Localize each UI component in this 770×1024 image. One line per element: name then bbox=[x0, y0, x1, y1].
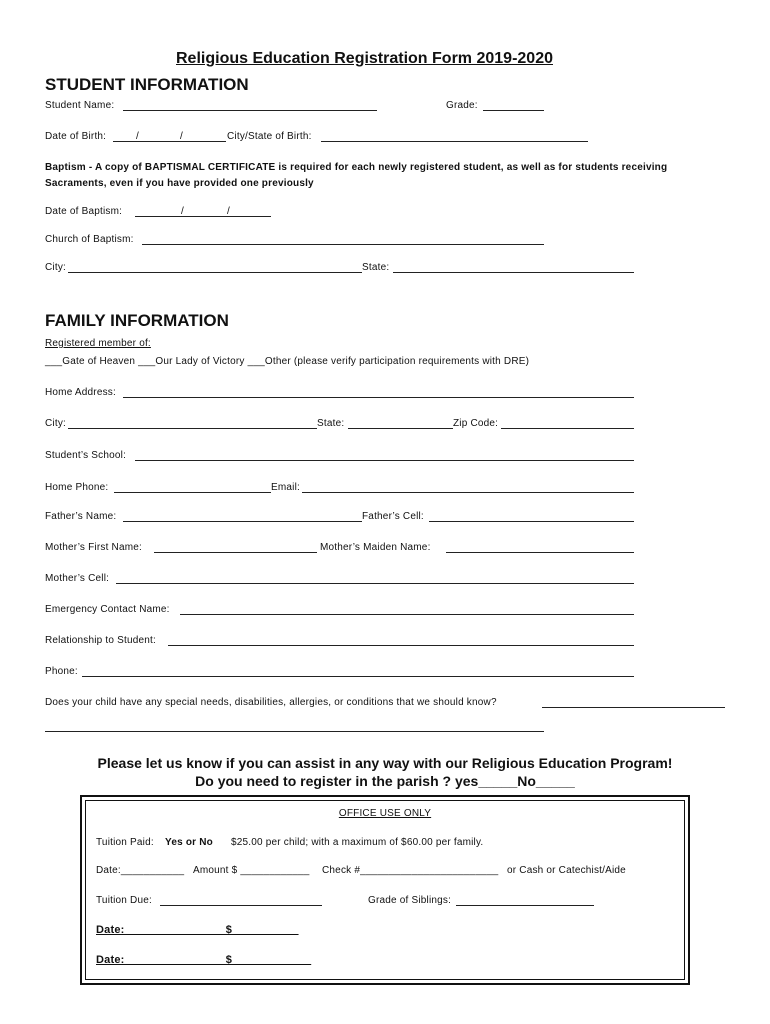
dob-field[interactable] bbox=[113, 141, 226, 142]
office-cash-option: or Cash or Catechist/Aide bbox=[507, 865, 626, 876]
tuition-due-label: Tuition Due: bbox=[96, 895, 152, 906]
baptism-date-label: Date of Baptism: bbox=[45, 206, 123, 217]
payment-date-2[interactable]: Date: _______________ $ ____________ bbox=[96, 954, 312, 966]
school-field[interactable] bbox=[135, 460, 634, 461]
emergency-contact-field[interactable] bbox=[180, 614, 634, 615]
grade-label: Grade: bbox=[446, 100, 478, 111]
office-date-field[interactable]: Date:___________ bbox=[96, 865, 185, 876]
baptism-city-label: City: bbox=[45, 262, 66, 273]
tuition-note: $25.00 per child; with a maximum of $60.00 per family. bbox=[231, 837, 484, 848]
student-name-label: Student Name: bbox=[45, 100, 115, 111]
mother-first-name-label: Mother’s First Name: bbox=[45, 542, 142, 553]
payment-date-1[interactable]: Date: _______________ $ __________ bbox=[96, 924, 299, 936]
city-state-birth-field[interactable] bbox=[321, 141, 588, 142]
mother-cell-field[interactable] bbox=[116, 583, 634, 584]
student-info-heading: STUDENT INFORMATION bbox=[45, 75, 249, 94]
baptism-state-label: State: bbox=[362, 262, 390, 273]
father-cell-field[interactable] bbox=[429, 521, 634, 522]
zip-field[interactable] bbox=[501, 428, 634, 429]
church-field[interactable] bbox=[142, 244, 544, 245]
email-label: Email: bbox=[271, 482, 300, 493]
home-address-label: Home Address: bbox=[45, 387, 116, 398]
siblings-grade-label: Grade of Siblings: bbox=[368, 895, 452, 906]
tuition-yes-no[interactable]: Yes or No bbox=[165, 837, 213, 848]
student-name-field[interactable] bbox=[123, 110, 377, 111]
relationship-label: Relationship to Student: bbox=[45, 635, 156, 646]
dob-slash-1: / bbox=[136, 131, 139, 142]
city-label: City: bbox=[45, 418, 66, 429]
home-phone-label: Home Phone: bbox=[45, 482, 109, 493]
mother-first-name-field[interactable] bbox=[154, 552, 317, 553]
dob-slash-2: / bbox=[180, 131, 183, 142]
tuition-due-field[interactable] bbox=[160, 905, 322, 906]
registered-member-label: Registered member of: bbox=[45, 338, 151, 349]
mother-cell-label: Mother’s Cell: bbox=[45, 573, 110, 584]
baptism-note-line1: Baptism - A copy of BAPTISMAL CERTIFICATE is required for each newly registered student, as well as for students receiving bbox=[45, 162, 668, 173]
siblings-grade-field[interactable] bbox=[456, 905, 594, 906]
office-check-field[interactable]: Check #________________________ bbox=[322, 865, 499, 876]
city-field[interactable] bbox=[68, 428, 317, 429]
form-title: Religious Education Registration Form 2019-2020 bbox=[176, 50, 553, 67]
phone-label: Phone: bbox=[45, 666, 78, 677]
father-name-field[interactable] bbox=[123, 521, 362, 522]
grade-field[interactable] bbox=[483, 110, 544, 111]
home-phone-field[interactable] bbox=[114, 492, 271, 493]
mother-maiden-name-field[interactable] bbox=[446, 552, 634, 553]
baptism-slash-1: / bbox=[181, 206, 184, 217]
father-name-label: Father’s Name: bbox=[45, 511, 117, 522]
baptism-state-field[interactable] bbox=[393, 272, 634, 273]
state-field[interactable] bbox=[348, 428, 453, 429]
special-needs-field[interactable] bbox=[542, 707, 725, 708]
home-address-field[interactable] bbox=[123, 397, 634, 398]
zip-label: Zip Code: bbox=[453, 418, 499, 429]
relationship-field[interactable] bbox=[168, 645, 634, 646]
email-field[interactable] bbox=[302, 492, 634, 493]
parish-options[interactable]: ___Gate of Heaven ___Our Lady of Victory ___Other (please verify participation requirements with DRE) bbox=[45, 356, 530, 367]
city-state-birth-label: City/State of Birth: bbox=[227, 131, 312, 142]
special-needs-field-line2[interactable] bbox=[45, 731, 544, 732]
state-label: State: bbox=[317, 418, 345, 429]
school-label: Student’s School: bbox=[45, 450, 127, 461]
emergency-contact-label: Emergency Contact Name: bbox=[45, 604, 170, 615]
assist-appeal: Please let us know if you can assist in any way with our Religious Education Program! bbox=[97, 755, 673, 771]
mother-maiden-name-label: Mother’s Maiden Name: bbox=[320, 542, 431, 553]
office-use-heading: OFFICE USE ONLY bbox=[338, 808, 432, 819]
baptism-date-field[interactable] bbox=[135, 216, 271, 217]
father-cell-label: Father’s Cell: bbox=[362, 511, 424, 522]
church-label: Church of Baptism: bbox=[45, 234, 134, 245]
phone-field[interactable] bbox=[82, 676, 634, 677]
parish-register-question: Do you need to register in the parish ? yes_____No_____ bbox=[195, 773, 575, 789]
special-needs-label: Does your child have any special needs, disabilities, allergies, or conditions that we should know? bbox=[45, 697, 497, 708]
tuition-paid-label: Tuition Paid: bbox=[96, 837, 154, 848]
dob-label: Date of Birth: bbox=[45, 131, 107, 142]
baptism-slash-2: / bbox=[227, 206, 230, 217]
office-use-box bbox=[85, 800, 685, 980]
office-amount-field[interactable]: Amount $ ____________ bbox=[193, 865, 310, 876]
baptism-city-field[interactable] bbox=[68, 272, 362, 273]
family-info-heading: FAMILY INFORMATION bbox=[45, 311, 229, 330]
baptism-note-line2: Sacraments, even if you have provided one previously bbox=[45, 178, 314, 189]
